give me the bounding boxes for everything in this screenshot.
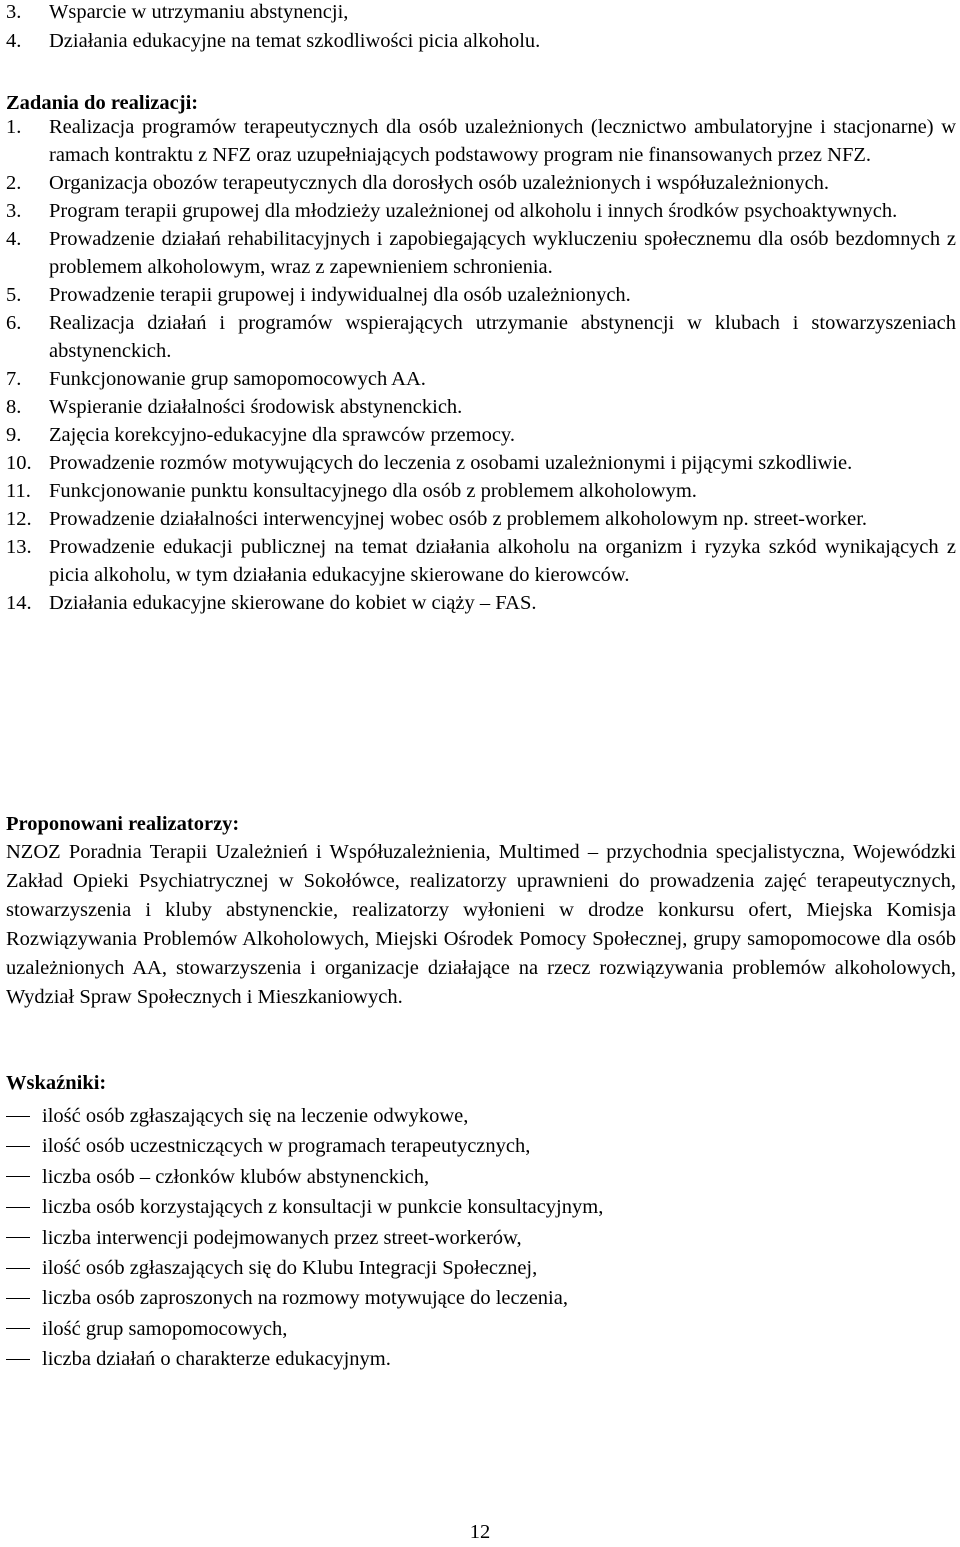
- list-item-number: 3.: [6, 200, 22, 222]
- implementers-paragraph: NZOZ Poradnia Terapii Uzależnień i Współuzależnienia, Multimed – przychodnia specjalistyczna, Wojewódzki Zakład Opieki Psychiatrycznej w Sokołówce, realizatorzy uprawnieni do prowadzenia zajęć terapeutycznych, stowarzyszenia i kluby abstynenckie, realizatorzy wyłonieni w drodze konkursu ofert, Miejska Komisja Rozwiązywania Problemów Alkoholowych, Miejski Ośrodek Pomocy Społecznej, grupy samopomocowe dla osób uzależnionych AA, stowarzyszenia i organizacje działające na rzecz rozwiązywania problemów alkoholowych, Wydział Spraw Społecznych i Mieszkaniowych.: [6, 841, 956, 1008]
- list-item-text: Organizacja obozów terapeutycznych dla dorosłych osób uzależnionych i współuzależnionych.: [49, 172, 830, 194]
- list-item-number: 9.: [6, 424, 22, 446]
- list-item-text: liczba osób korzystających z konsultacji w punkcie konsultacyjnym,: [42, 1196, 604, 1219]
- dash-bullet-icon: [6, 1359, 30, 1360]
- list-item: [6, 421, 956, 449]
- list-item-text: Funkcjonowanie grup samopomocowych AA.: [49, 368, 426, 390]
- list-item: [6, 365, 956, 393]
- dash-bullet-icon: [6, 1237, 30, 1238]
- list-item: [6, 589, 956, 617]
- list-item-text: Prowadzenie edukacji publicznej na temat działania alkoholu na organizm i ryzyka szkód wynikających z picia alkoholu, w tym działania edukacyjne skierowane do kierowców.: [49, 536, 956, 586]
- dash-bullet-icon: [6, 1207, 30, 1208]
- list-item-number: 5.: [6, 284, 22, 306]
- list-item-text: Program terapii grupowej dla młodzieży uzależnionej od alkoholu i innych środków psychoaktywnych.: [49, 200, 898, 222]
- list-item: [6, 27, 956, 56]
- indicators-heading: Wskaźniki:: [6, 1072, 107, 1094]
- list-item: [6, 197, 956, 225]
- list-item-number: 6.: [6, 312, 22, 334]
- list-item: [6, 1162, 956, 1192]
- list-item-text: Prowadzenie działalności interwencyjnej wobec osób z problemem alkoholowym np. street-worker.: [49, 508, 868, 530]
- list-item: [6, 1223, 956, 1253]
- list-item: [6, 449, 956, 477]
- list-item: [6, 1131, 956, 1161]
- list-item: [6, 477, 956, 505]
- list-item: [6, 393, 956, 421]
- list-item-text: Prowadzenie terapii grupowej i indywidualnej dla osób uzależnionych.: [49, 284, 631, 306]
- list-item-text: ilość osób zgłaszających się na leczenie odwykowe,: [42, 1105, 469, 1127]
- list-item-text: Zajęcia korekcyjno-edukacyjne dla sprawców przemocy.: [49, 424, 515, 446]
- dash-bullet-icon: [6, 1146, 30, 1147]
- list-item-text: Realizacja działań i programów wspierających utrzymanie abstynencji w klubach i stowarzyszeniach abstynenckich.: [49, 312, 956, 362]
- dash-bullet-icon: [6, 1298, 30, 1299]
- list-item: [6, 1283, 956, 1313]
- list-item-number: 2.: [6, 172, 22, 194]
- dash-bullet-icon: [6, 1328, 30, 1329]
- list-item-text: Wspieranie działalności środowisk abstynenckich.: [49, 396, 463, 418]
- list-item: [6, 225, 956, 281]
- list-item-text: Prowadzenie rozmów motywujących do leczenia z osobami uzależnionymi i pijącymi szkodliwie.: [49, 452, 853, 474]
- list-item-text: Wsparcie w utrzymaniu abstynencji,: [49, 1, 349, 23]
- list-item-text: ilość osób zgłaszających się do Klubu Integracji Społecznej,: [42, 1256, 538, 1279]
- tasks-list: [6, 113, 956, 617]
- list-item: [6, 169, 956, 197]
- list-item-number: 8.: [6, 396, 22, 418]
- tasks-heading: Zadania do realizacji:: [6, 92, 199, 114]
- goals-list-continued: [6, 0, 956, 56]
- list-item-text: Realizacja programów terapeutycznych dla osób uzależnionych (lecznictwo ambulatoryjne i stacjonarne) w ramach kontraktu z NFZ oraz uzupełniających podstawowy program nie finansowanych przez NFZ.: [49, 116, 956, 166]
- indicators-list: [6, 1101, 956, 1375]
- list-item-number: 13.: [6, 536, 32, 558]
- dash-bullet-icon: [6, 1176, 30, 1177]
- list-item-text: ilość grup samopomocowych,: [42, 1317, 288, 1340]
- implementers-heading: Proponowani realizatorzy:: [6, 813, 240, 835]
- list-item: [6, 113, 956, 169]
- list-item: [6, 533, 956, 589]
- list-item-number: 7.: [6, 368, 22, 390]
- list-item-text: liczba działań o charakterze edukacyjnym.: [42, 1348, 391, 1371]
- dash-bullet-icon: [6, 1268, 30, 1269]
- list-item-text: ilość osób uczestniczących w programach terapeutycznych,: [42, 1135, 531, 1158]
- list-item: [6, 1253, 956, 1283]
- list-item-number: 3.: [6, 1, 22, 23]
- list-item-number: 11.: [6, 480, 31, 502]
- list-item-text: liczba osób zaproszonych na rozmowy motywujące do leczenia,: [42, 1287, 568, 1310]
- list-item-number: 4.: [6, 228, 22, 250]
- list-item-number: 4.: [6, 30, 22, 52]
- list-item-text: Działania edukacyjne na temat szkodliwości picia alkoholu.: [49, 30, 541, 52]
- list-item: [6, 1192, 956, 1222]
- list-item: [6, 281, 956, 309]
- list-item: [6, 1344, 956, 1374]
- list-item-number: 1.: [6, 116, 22, 138]
- list-item-text: liczba osób – członków klubów abstynenckich,: [42, 1165, 430, 1188]
- list-item: [6, 505, 956, 533]
- list-item-text: Działania edukacyjne skierowane do kobiet w ciąży – FAS.: [49, 592, 537, 614]
- list-item-number: 10.: [6, 452, 32, 474]
- list-item-text: liczba interwencji podejmowanych przez street-workerów,: [42, 1226, 522, 1249]
- list-item: [6, 0, 956, 27]
- list-item-number: 12.: [6, 508, 32, 530]
- list-item: [6, 1101, 956, 1131]
- list-item-number: 14.: [6, 592, 32, 614]
- list-item: [6, 1314, 956, 1344]
- list-item-text: Prowadzenie działań rehabilitacyjnych i zapobiegających wykluczeniu społecznemu dla osób bezdomnych z problemem alkoholowym, wraz z zapewnieniem schronienia.: [49, 228, 956, 278]
- list-item: [6, 309, 956, 365]
- page-number: 12: [469, 1521, 491, 1543]
- list-item-text: Funkcjonowanie punktu konsultacyjnego dla osób z problemem alkoholowym.: [49, 480, 697, 502]
- dash-bullet-icon: [6, 1116, 30, 1117]
